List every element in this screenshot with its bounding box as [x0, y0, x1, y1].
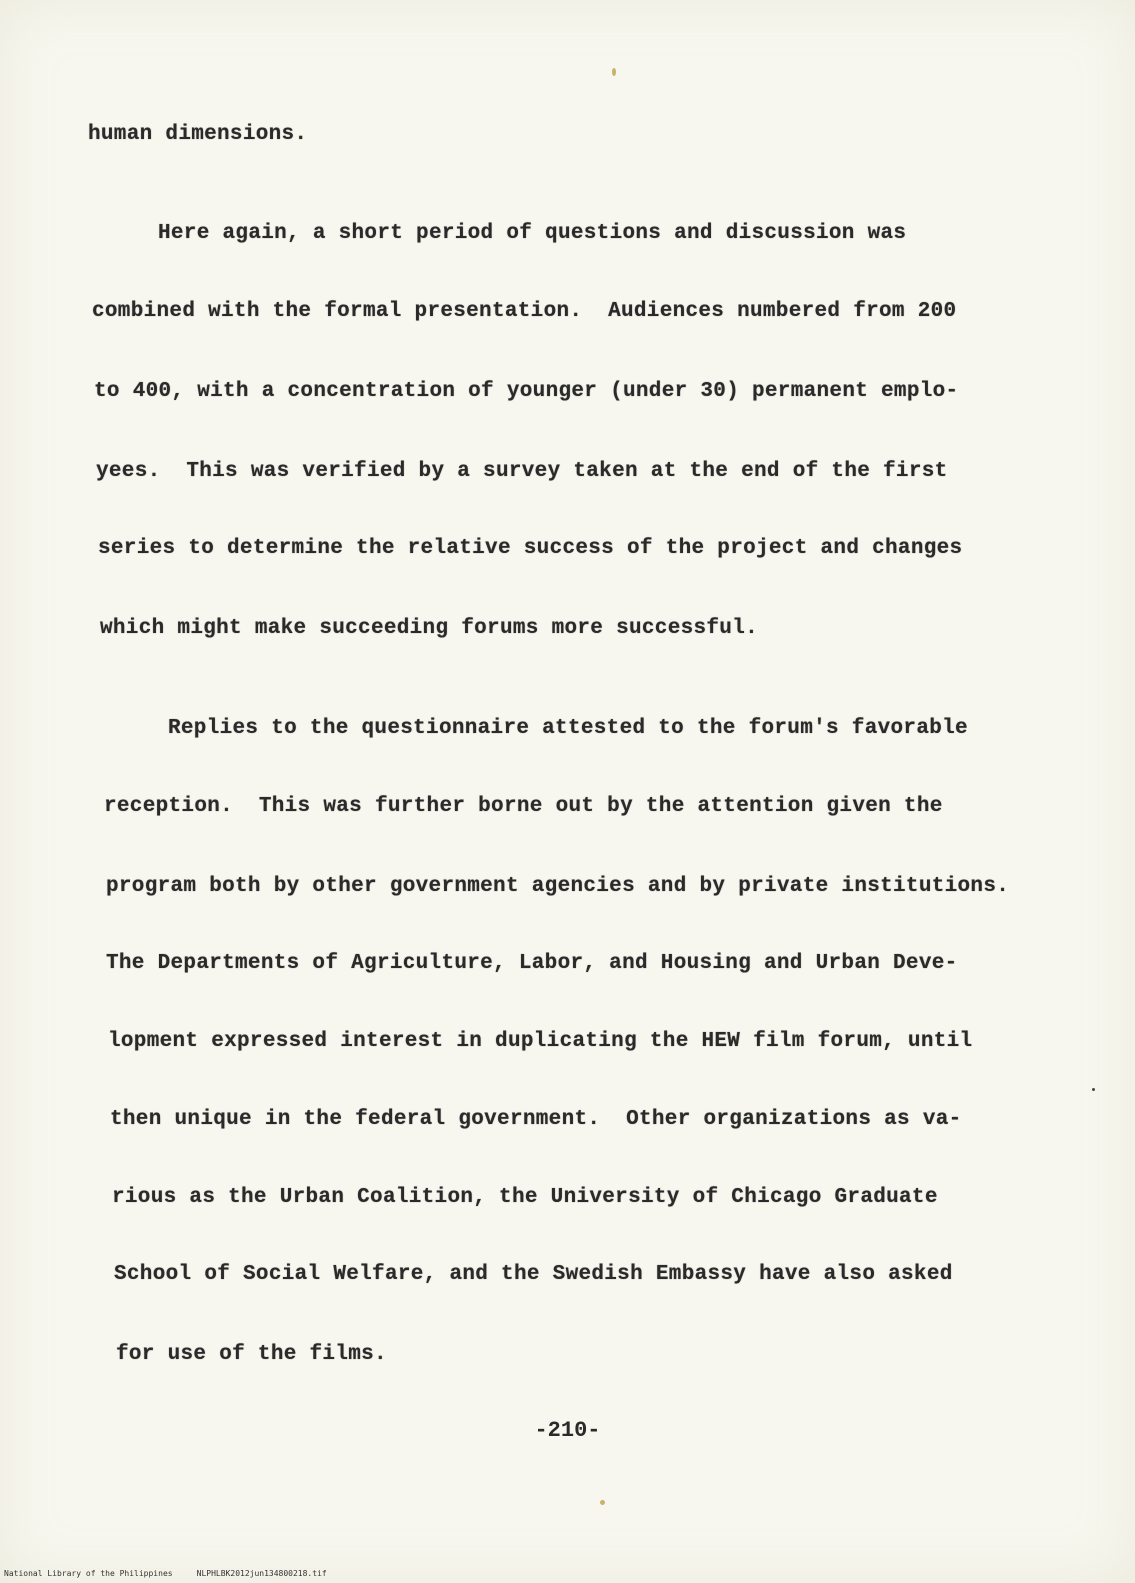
text-line: which might make succeeding forums more successful. [100, 617, 759, 640]
paper-speck [612, 68, 616, 76]
text-line: reception. This was further borne out by the attention given the [104, 795, 943, 818]
text-line: series to determine the relative success of the project and changes [98, 537, 963, 560]
text-line: human dimensions. [88, 123, 308, 146]
page-number: -210- [534, 1418, 601, 1443]
paper-speck [600, 1500, 605, 1505]
text-line: to 400, with a concentration of younger (under 30) permanent emplo- [94, 380, 959, 403]
text-line: The Departments of Agriculture, Labor, and Housing and Urban Deve- [106, 952, 958, 975]
text-line: program both by other government agencies and by private institutions. [106, 875, 1010, 898]
paper-speck [1092, 1088, 1095, 1091]
text-line: lopment expressed interest in duplicating the HEW film forum, until [108, 1030, 973, 1053]
text-line: rious as the Urban Coalition, the University of Chicago Graduate [112, 1186, 938, 1209]
scan-footer: National Library of the Philippines NLPHLBK2012jun134800218.tif [4, 1569, 327, 1578]
text-line: combined with the formal presentation. Audiences numbered from 200 [92, 300, 957, 323]
text-line: Here again, a short period of questions and discussion was [158, 222, 907, 245]
text-line: School of Social Welfare, and the Swedish Embassy have also asked [114, 1263, 953, 1286]
text-line: yees. This was verified by a survey taken at the end of the first [96, 460, 948, 483]
text-line: Replies to the questionnaire attested to the forum's favorable [168, 717, 968, 740]
text-line: for use of the films. [116, 1343, 387, 1366]
text-line: then unique in the federal government. Other organizations as va- [110, 1108, 962, 1131]
